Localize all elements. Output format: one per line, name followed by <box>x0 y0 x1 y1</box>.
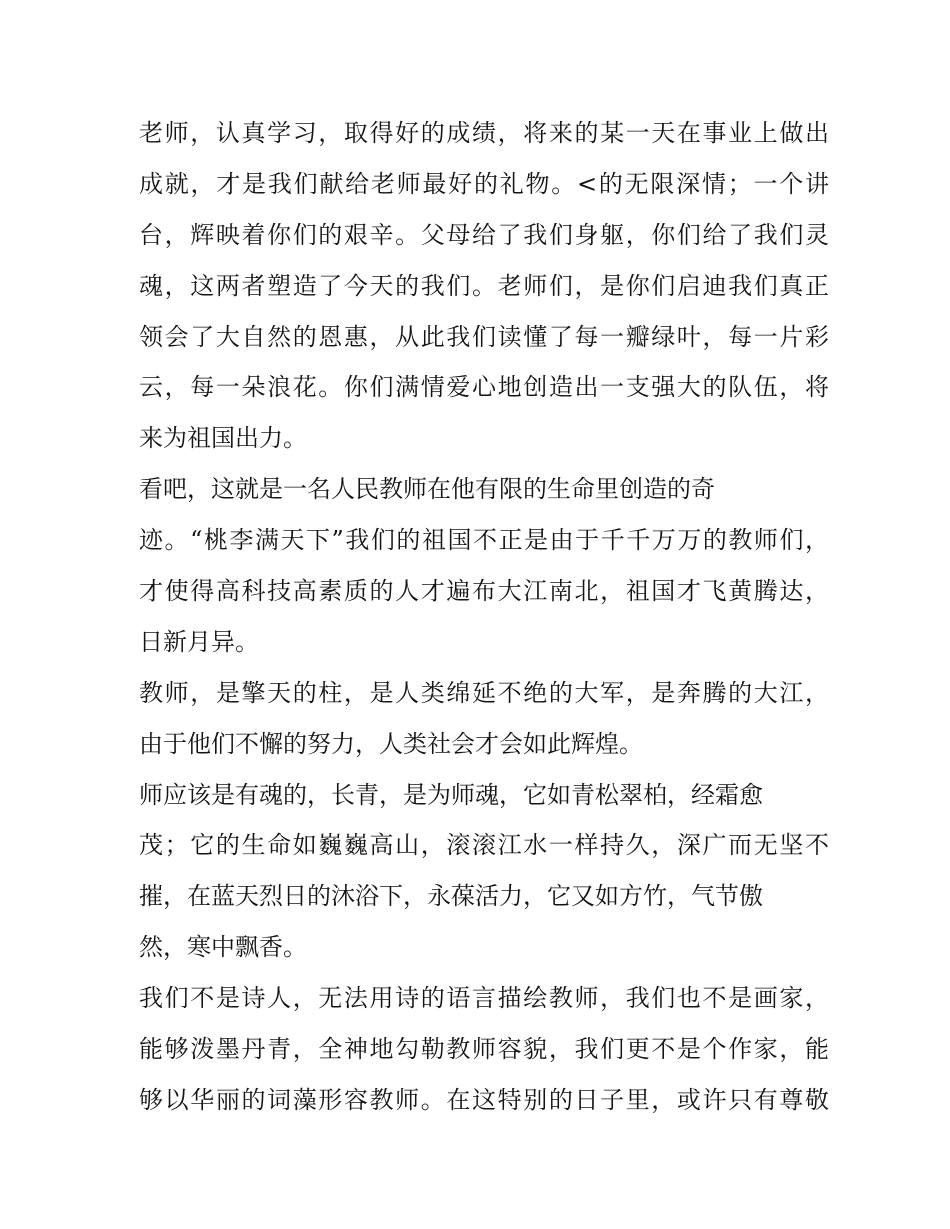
text-line: 能够泼墨丹青，全神地勾勒教师容貌，我们更不是个作家，能 <box>139 1035 829 1064</box>
text-line: 云，每一朵浪花。你们满情爱心地创造出一支强大的队伍，将 <box>139 373 829 402</box>
text-line: 看吧，这就是一名人民教师在他有限的生命里创造的奇 <box>139 475 715 504</box>
text-line: 魂，这两者塑造了今天的我们。老师们，是你们启迪我们真正 <box>139 271 829 300</box>
text-line: 摧，在蓝天烈日的沐浴下，永葆活力，它又如方竹，气节傲 <box>139 882 763 911</box>
text-line: 由于他们不懈的努力，人类社会才会如此辉煌。 <box>139 729 643 758</box>
text-line: 师应该是有魂的，长青，是为师魂，它如青松翠柏，经霜愈 <box>139 780 763 809</box>
text-line: 老师，认真学习，取得好的成绩，将来的某一天在事业上做出 <box>139 119 829 147</box>
text-line: 然，寒中飘香。 <box>139 933 307 962</box>
text-line: 成就，才是我们献给老师最好的礼物。<的无限深情；一个讲 <box>139 169 829 198</box>
text-line: 领会了大自然的恩惠，从此我们读懂了每一瓣绿叶，每一片彩 <box>139 322 829 351</box>
text-line: 茂；它的生命如巍巍高山，滚滚江水一样持久，深广而无坚不 <box>139 831 829 860</box>
text-line: 迹。“桃李满天下”我们的祖国不正是由于千千万万的教师们， <box>139 526 829 555</box>
text-line: 够以华丽的词藻形容教师。在这特别的日子里，或许只有尊敬 <box>139 1085 829 1114</box>
text-line: 台，辉映着你们的艰辛。父母给了我们身躯，你们给了我们灵 <box>139 220 829 249</box>
text-line: 来为祖国出力。 <box>139 424 307 453</box>
text-line: 我们不是诗人，无法用诗的语言描绘教师，我们也不是画家， <box>139 984 829 1013</box>
document-body <box>139 108 829 1126</box>
text-line: 才使得高科技高素质的人才遍布大江南北，祖国才飞黄腾达， <box>139 577 829 606</box>
text-line: 教师，是擎天的柱，是人类绵延不绝的大军，是奔腾的大江， <box>139 678 829 707</box>
text-line: 日新月异。 <box>139 627 259 656</box>
